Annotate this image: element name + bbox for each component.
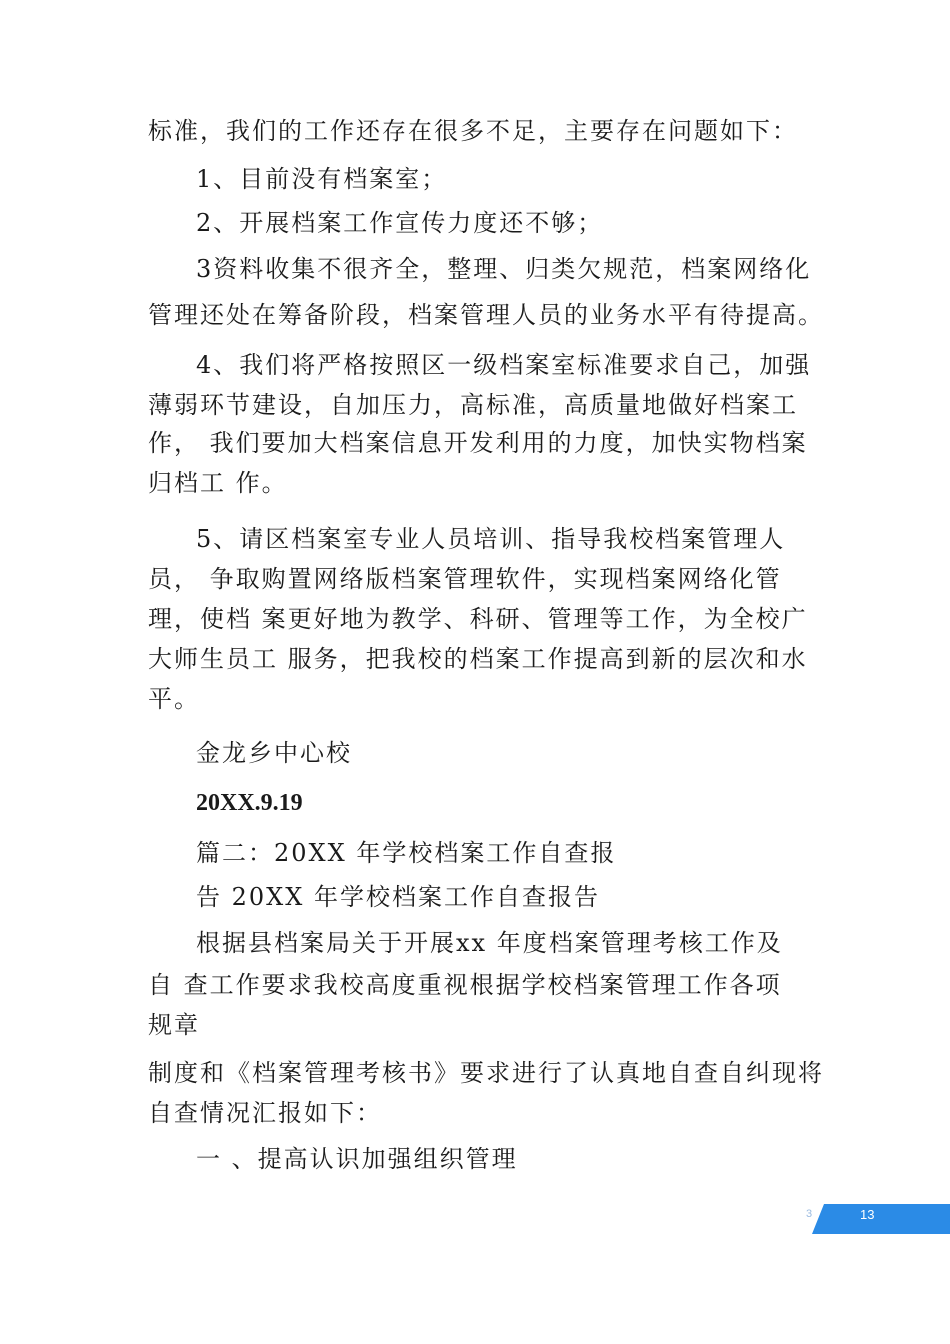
subheading: 一 、提高认识加强组织管理 [196, 1145, 518, 1173]
text-line: 规章 [148, 1011, 200, 1039]
text-line: 归档工 作。 [148, 469, 288, 497]
text-line: 大师生员工 服务，把我校的档案工作提高到新的层次和水 [148, 645, 808, 673]
page-number-small: 3 [806, 1208, 813, 1220]
text-line: 制度和《档案管理考核书》要求进行了认真地自查自纠现将 [148, 1059, 824, 1087]
text-line: 标准，我们的工作还存在很多不足，主要存在问题如下： [148, 117, 798, 145]
text-line: 自查情况汇报如下： [148, 1099, 382, 1127]
signature-date: 20XX.9.19 [196, 790, 303, 816]
page-number: 13 [860, 1207, 875, 1222]
text-line: 管理还处在筹备阶段，档案管理人员的业务水平有待提高。 [148, 301, 824, 329]
text-line: 薄弱环节建设，自加压力，高标准，高质量地做好档案工 [148, 391, 798, 419]
text-line: 员， 争取购置网络版档案管理软件，实现档案网络化管 [148, 565, 782, 593]
text-line: 2、开展档案工作宣传力度还不够； [196, 209, 604, 237]
text-line: 5、请区档案室专业人员培训、指导我校档案管理人 [196, 525, 786, 553]
text-line: 自 查工作要求我校高度重视根据学校档案管理工作各项 [148, 971, 782, 999]
signature-school: 金龙乡中心校 [196, 739, 352, 767]
section-title-continued: 告 20XX 年学校档案工作自查报告 [196, 883, 600, 911]
page-tab-shape [812, 1204, 950, 1234]
text-line: 平。 [148, 685, 200, 713]
text-line: 理，使档 案更好地为教学、科研、管理等工作，为全校广 [148, 605, 808, 633]
text-line: 4、我们将严格按照区一级档案室标准要求自己，加强 [196, 351, 812, 379]
text-line: 1、目前没有档案室； [196, 165, 448, 193]
page-number-tab [812, 1204, 950, 1234]
text-line: 作， 我们要加大档案信息开发利用的力度，加快实物档案 [148, 429, 808, 457]
text-line: 根据县档案局关于开展xx 年度档案管理考核工作及 [196, 929, 783, 957]
text-line: 3资料收集不很齐全，整理、归类欠规范，档案网络化 [196, 255, 812, 283]
section-title: 篇二：20XX 年学校档案工作自查报 [196, 839, 617, 867]
